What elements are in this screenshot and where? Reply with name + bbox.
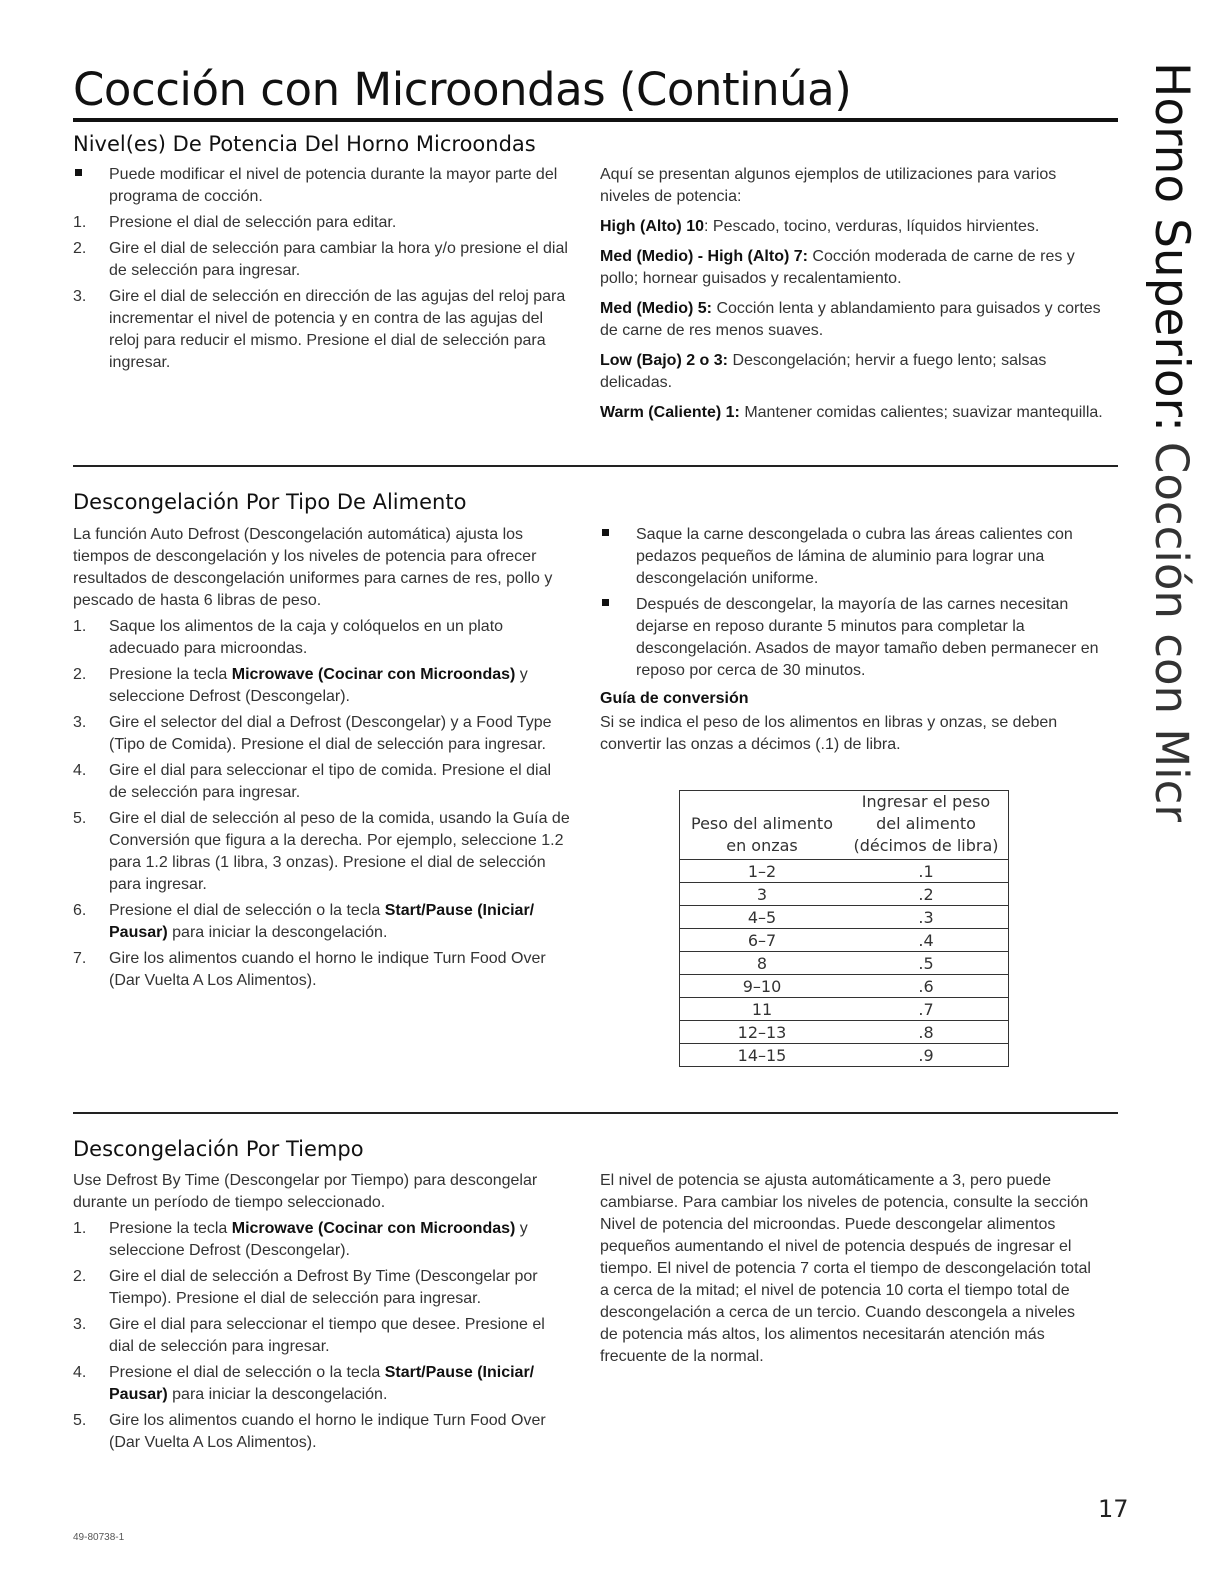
defrost-food-right-column [600, 524, 1105, 764]
table-row [680, 1021, 1008, 1044]
power-level-description: Mantener comidas calientes; suavizar mantequilla. [744, 404, 1103, 421]
page-number: 17 [1098, 1495, 1129, 1523]
bullet-item [600, 594, 1105, 682]
list-item [73, 286, 573, 374]
table-cell-ounces: 14–15 [680, 1044, 844, 1067]
step-text: Gire el dial de selección a Defrost By Time (Descongelar por Tiempo). Presione el dial de selección para ingresar. [109, 1268, 538, 1307]
power-level-label: Low (Bajo) 2 o 3: [600, 352, 728, 369]
list-item-text: Presione el dial de selección para editar. [109, 214, 397, 231]
side-tab-light: Cocción con Microondas [1145, 441, 1198, 822]
list-item [73, 164, 573, 208]
svg-text:Horno Superior:Cocción con Mic [1144, 62, 1199, 822]
power-level-description: Cocción moderada de carne de res y pollo; hornear guisados y recalentamiento. [600, 248, 1075, 287]
step-text: Gire el dial para seleccionar el tiempo que desee. Presione el dial de selección para ingresar. [109, 1316, 545, 1355]
defrost-time-left-column [73, 1170, 573, 1458]
bullet-text: Después de descongelar, la mayoría de las carnes necesitan dejarse en reposo durante 5 minutos para completar la descongelación. Asados de mayor tamaño deben permanecer en reposo por cerca de 30 minutos. [636, 596, 1099, 679]
section-divider [73, 465, 1118, 467]
defrost-food-left-column [73, 524, 573, 996]
document-code: 49-80738-1 [73, 1532, 125, 1543]
power-level-left-column [73, 164, 573, 378]
power-level-description: Pescado, tocino, verduras, líquidos hirvientes. [712, 218, 1040, 235]
table-cell-tenths: .1 [844, 860, 1008, 883]
side-tab [1140, 62, 1220, 822]
step-key-label: Start/Pause (Iniciar/ Pausar) [109, 1364, 535, 1403]
step-text: Gire los alimentos cuando el horno le indique Turn Food Over (Dar Vuelta A Los Alimentos). [109, 1412, 546, 1451]
table-cell-tenths: .3 [844, 906, 1008, 929]
table-row [680, 1044, 1008, 1067]
step-item [73, 712, 573, 756]
conversion-guide-text: Si se indica el peso de los alimentos en libras y onzas, se deben convertir las onzas a décimos (.1) de libra. [600, 714, 1058, 753]
page-title: Cocción con Microondas (Continúa) [73, 63, 852, 116]
title-rule [73, 118, 1118, 122]
section-heading-defrost-by-food: Descongelación Por Tipo De Alimento [73, 490, 467, 514]
step-number: 3. [73, 1316, 87, 1333]
conversion-guide-title: Guía de conversión [600, 690, 749, 707]
defrost-time-intro: Use Defrost By Time (Descongelar por Tiempo) para descongelar durante un período de tiempo seleccionado. [73, 1172, 538, 1211]
step-number: 1. [73, 1220, 87, 1237]
step-number: 2. [73, 666, 87, 683]
step-item [73, 948, 573, 992]
table-row [680, 883, 1008, 906]
power-level-item [600, 298, 1105, 342]
step-item [73, 900, 573, 944]
bullet-marker [73, 164, 103, 186]
table-cell-ounces: 3 [680, 883, 844, 906]
table-row [680, 906, 1008, 929]
table-header-ounces: Peso del alimento en onzas [691, 814, 833, 855]
list-item-text: Gire el dial de selección en dirección de las agujas del reloj para incrementar el nivel de potencia y en contra de las agujas del reloj para reducir el mismo. Presione el dial de selección para ingresar. [109, 288, 566, 371]
conversion-table [679, 790, 1009, 1067]
table-cell-tenths: .8 [844, 1021, 1008, 1044]
power-level-item [600, 402, 1105, 424]
bullet-marker [600, 594, 630, 616]
power-level-item [600, 350, 1105, 394]
power-level-right-column [600, 164, 1105, 432]
section-divider [73, 1112, 1118, 1114]
step-item [73, 1362, 573, 1406]
power-level-label: Warm (Caliente) 1: [600, 404, 740, 421]
table-header-tenths: Ingresar el peso del alimento (décimos de libra) [853, 792, 999, 855]
step-number: 3. [73, 288, 87, 305]
power-level-item [600, 246, 1105, 290]
table-cell-tenths: .9 [844, 1044, 1008, 1067]
table-cell-ounces: 8 [680, 952, 844, 975]
step-item [73, 616, 573, 660]
table-cell-tenths: .5 [844, 952, 1008, 975]
bullet-item [600, 524, 1105, 590]
step-number: 2. [73, 1268, 87, 1285]
step-text: Presione la tecla Microwave (Cocinar con Microondas) y seleccione Defrost (Descongelar). [109, 666, 528, 705]
step-text: Gire el selector del dial a Defrost (Descongelar) y a Food Type (Tipo de Comida). Presione el dial de selección para ingresar. [109, 714, 552, 753]
power-level-description: Cocción lenta y ablandamiento para guisados y cortes de carne de res menos suaves. [600, 300, 1101, 339]
power-level-label: Med (Medio) - High (Alto) 7: [600, 248, 808, 265]
step-item [73, 808, 573, 896]
bullet-square-icon [602, 529, 609, 536]
table-cell-ounces: 6–7 [680, 929, 844, 952]
step-text: Gire el dial de selección al peso de la comida, usando la Guía de Conversión que figura a la derecha. Por ejemplo, seleccione 1.2 para 1.2 libras (1 libra, 3 onzas). Presione el dial de selección para ingresar. [109, 810, 570, 893]
step-text: Presione el dial de selección o la tecla Start/Pause (Iniciar/ Pausar) para iniciar la descongelación. [109, 902, 535, 941]
power-level-intro: Aquí se presentan algunos ejemplos de utilizaciones para varios niveles de potencia: [600, 166, 1057, 205]
step-number: 1. [73, 214, 87, 231]
step-item [73, 1218, 573, 1262]
table-cell-tenths: .6 [844, 975, 1008, 998]
step-item [73, 1410, 573, 1454]
defrost-food-intro: La función Auto Defrost (Descongelación automática) ajusta los tiempos de descongelación y los niveles de potencia para ofrecer resultados de descongelación uniformes para carnes de res, pollo y pescado de hasta 6 libras de peso. [73, 526, 553, 609]
step-number: 3. [73, 714, 87, 731]
table-cell-ounces: 4–5 [680, 906, 844, 929]
step-item [73, 664, 573, 708]
table-cell-ounces: 12–13 [680, 1021, 844, 1044]
table-row [680, 929, 1008, 952]
table-cell-tenths: .2 [844, 883, 1008, 906]
power-level-separator: : [704, 218, 713, 235]
step-number: 4. [73, 1364, 87, 1381]
power-level-description: Descongelación; hervir a fuego lento; salsas delicadas. [600, 352, 1047, 391]
table-cell-ounces: 1–2 [680, 860, 844, 883]
power-level-label: High (Alto) 10 [600, 218, 704, 235]
step-item [73, 760, 573, 804]
step-text: Gire el dial para seleccionar el tipo de comida. Presione el dial de selección para ingresar. [109, 762, 552, 801]
step-key-label: Start/Pause (Iniciar/ Pausar) [109, 902, 535, 941]
list-item [73, 238, 573, 282]
step-number: 4. [73, 762, 87, 779]
step-number: 5. [73, 1412, 87, 1429]
table-cell-ounces: 9–10 [680, 975, 844, 998]
step-key-label: Microwave (Cocinar con Microondas) [231, 666, 516, 683]
step-text: Saque los alimentos de la caja y colóquelos en un plato adecuado para microondas. [109, 618, 504, 657]
bullet-text: Saque la carne descongelada o cubra las áreas calientes con pedazos pequeños de lámina de aluminio para lograr una descongelación uniforme. [636, 526, 1073, 587]
table-cell-tenths: .7 [844, 998, 1008, 1021]
list-item-text: Puede modificar el nivel de potencia durante la mayor parte del programa de cocción. [109, 166, 558, 205]
step-text: Presione la tecla Microwave (Cocinar con Microondas) y seleccione Defrost (Descongelar). [109, 1220, 528, 1259]
side-tab-bold: Horno Superior: [1144, 62, 1199, 432]
table-row [680, 952, 1008, 975]
table-cell-ounces: 11 [680, 998, 844, 1021]
power-level-item [600, 216, 1105, 238]
step-text: Gire los alimentos cuando el horno le indique Turn Food Over (Dar Vuelta A Los Alimentos). [109, 950, 546, 989]
step-key-label: Microwave (Cocinar con Microondas) [231, 1220, 516, 1237]
defrost-time-power-text: El nivel de potencia se ajusta automáticamente a 3, pero puede cambiarse. Para cambiar los niveles de potencia, consulte la sección Nivel de potencia del microondas. Puede descongelar alimentos pequeños aumentando el nivel de potencia después de ingresar el tiempo. El nivel de potencia 7 corta el tiempo de descongelación total a cerca de la mitad; el nivel de potencia 10 corta el tiempo total de descongelación a cerca de un tercio. Cuando descongela a niveles de potencia más altos, los alimentos necesitarán atención más frecuente de la normal. [600, 1172, 1091, 1365]
step-number: 1. [73, 618, 87, 635]
list-item-text: Gire el dial de selección para cambiar la hora y/o presione el dial de selección para ingresar. [109, 240, 568, 279]
step-item [73, 1314, 573, 1358]
list-item [73, 212, 573, 234]
bullet-marker [600, 524, 630, 546]
defrost-time-right-column [600, 1170, 1095, 1376]
step-text: Presione el dial de selección o la tecla Start/Pause (Iniciar/ Pausar) para iniciar la descongelación. [109, 1364, 535, 1403]
table-row [680, 975, 1008, 998]
table-row [680, 860, 1008, 883]
section-heading-defrost-by-time: Descongelación Por Tiempo [73, 1137, 364, 1161]
bullet-square-icon [75, 169, 82, 176]
step-number: 7. [73, 950, 87, 967]
step-number: 6. [73, 902, 87, 919]
step-number: 2. [73, 240, 87, 257]
bullet-square-icon [602, 599, 609, 606]
power-level-label: Med (Medio) 5: [600, 300, 712, 317]
step-item [73, 1266, 573, 1310]
section-heading-power-level: Nivel(es) De Potencia Del Horno Microondas [73, 132, 536, 156]
table-row [680, 998, 1008, 1021]
table-cell-tenths: .4 [844, 929, 1008, 952]
step-number: 5. [73, 810, 87, 827]
